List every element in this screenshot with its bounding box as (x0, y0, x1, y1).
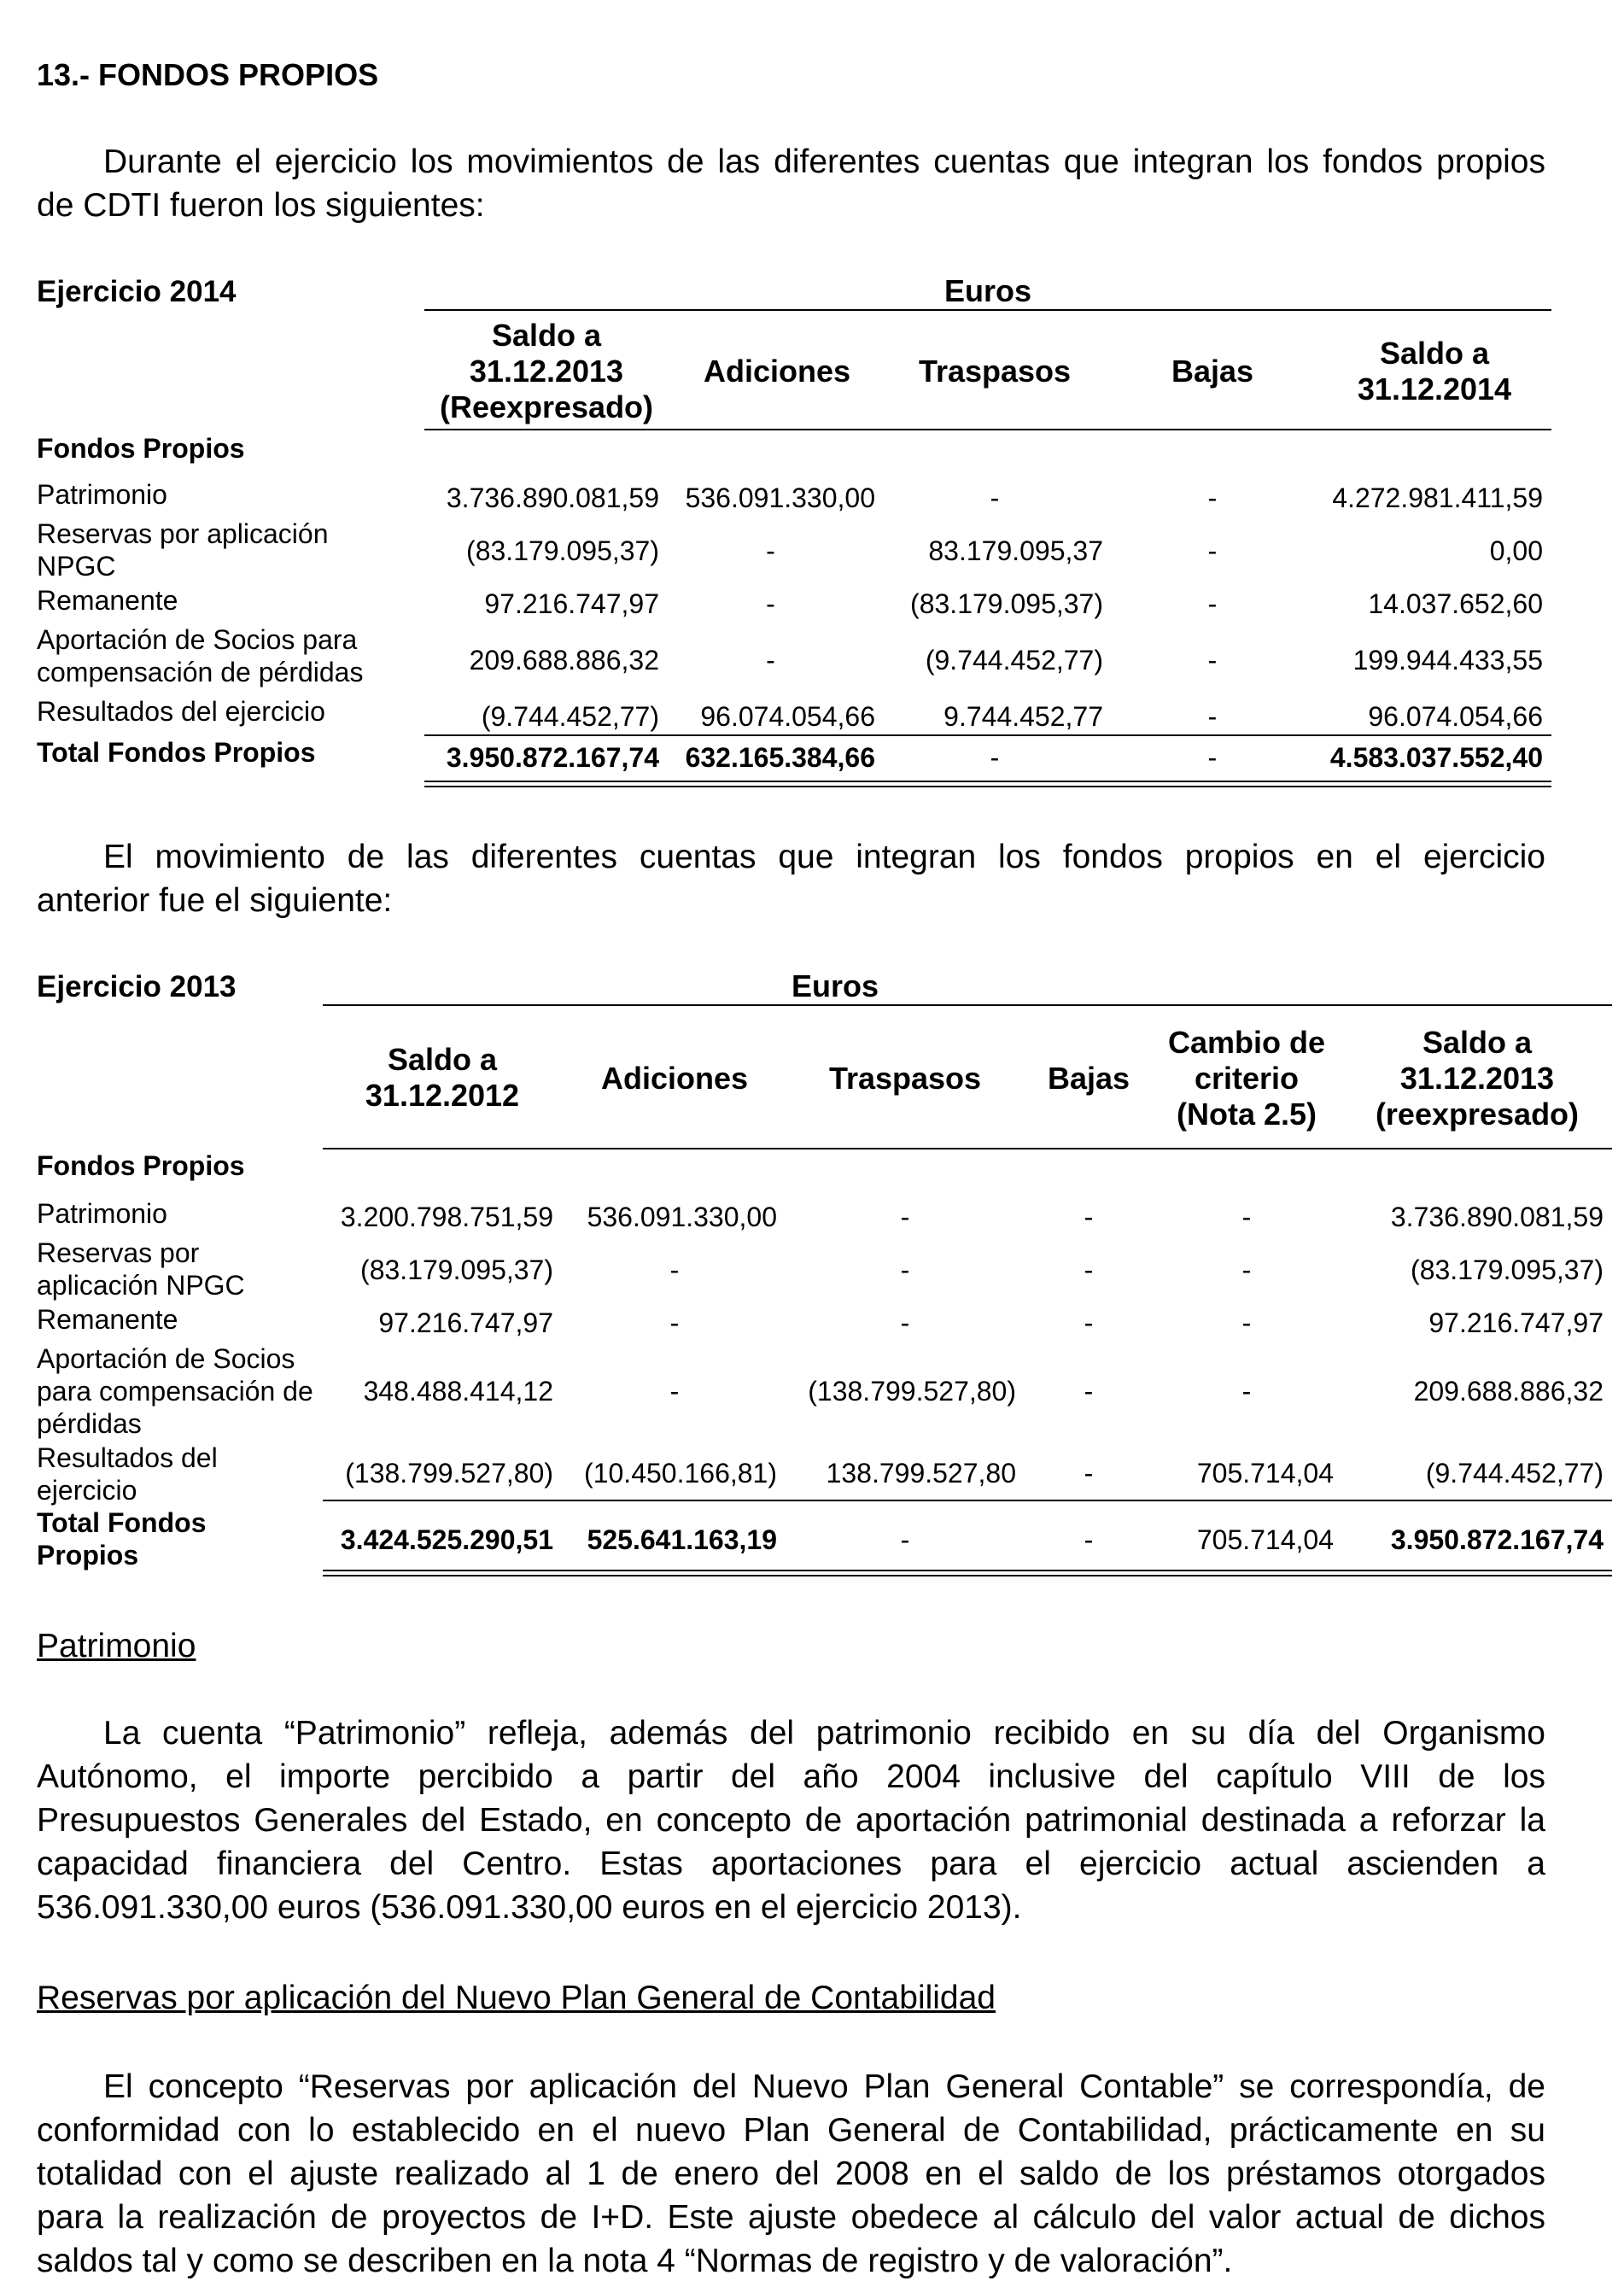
patrimonio-paragraph: La cuenta “Patrimonio” refleja, además del patrimonio recibido en su día del Organismo Autónomo, el importe percibido a partir del año 2004 inclusive del capítulo VIII de los Presupuestos Generales del Estado, en concepto de aportación patrimonial destinada a reforzar la capacidad financiera del Centro. Estas aportaciones para el ejercicio actual ascienden a 536.091.330,00 euros (536.091.330,00 euros en el ejercicio 2013). (37, 1715, 1545, 1926)
column-header: Traspasos (828, 1061, 982, 1096)
reservas-subheading: Reservas por aplicación del Nuevo Plan General de Contabilidad (37, 1980, 996, 2016)
intro-line: Durante el ejercicio los movimientos de las diferentes cuentas que integran los fondos propios (103, 143, 1545, 180)
subtotal-rule (323, 1500, 1612, 1501)
column-header: Traspasos (918, 354, 1072, 389)
intro-line: de CDTI fueron los siguientes: (37, 187, 485, 224)
table-currency-label: Euros (791, 968, 879, 1003)
reservas-paragraph: El concepto “Reservas por aplicación del Nuevo Plan General Contable” se correspondía, de conformidad con lo establecido en el nuevo Plan General de Contabilidad, prácticamente en su totalidad con el ajuste realizado al 1 de enero del 2008 en el saldo de los préstamos otorgados para la realización de proyectos de I+D. Este ajuste obedece al cálculo del valor actual de dichos saldos tal y como se describen en la nota 4 “Normas de registro y de valoración”. (37, 2068, 1545, 2279)
column-header: Bajas (1171, 354, 1254, 389)
column-header: Saldo a 31.12.2013 (Reexpresado) (439, 318, 654, 424)
total-double-rule (424, 781, 1551, 787)
column-header: Saldo a 31.12.2014 (1357, 336, 1512, 407)
table-year-label: Ejercicio 2014 (37, 275, 237, 308)
column-header: Bajas (1047, 1061, 1130, 1096)
section-label: Fondos Propios (37, 1150, 245, 1181)
header-rule (323, 1148, 1612, 1149)
total-double-rule (323, 1570, 1612, 1576)
table-currency-label: Euros (943, 273, 1032, 308)
column-header: Adiciones (600, 1061, 749, 1096)
column-header: Saldo a 31.12.2013 (reexpresado) (1375, 1025, 1580, 1132)
column-header: Adiciones (703, 354, 851, 389)
header-rule (323, 1004, 1612, 1006)
document-page: 13.- FONDOS PROPIOS Durante el ejercicio los movimientos de las diferentes cuentas que integran los fondos propios de CDTI fueron los siguientes: Ejercicio 2014 Euros Saldo a 31.12.2013 (Reexpresado) Adiciones Traspasos Bajas Saldo a 31.12.2014 Fondos Propios Patrimonio 3.736.890.081,59 536.091.330,00 - - 4.272.981.411,59 Reservas por aplicación NPGC (83.179.095,37) - 83.179.095,37 - 0,00 Remanente 97.216.747,97 - (83.179.095,37) - 14.037.652,60 Aportación de Socios para compensación de pérdidas 209.688.886,32 - (9.744.452,77) - 199.944.433,55 Resultados del ejercicio (9.744.452,77) 96.074.054,66 9.744.452,77 - 96.074.054,66 Total Fondos Propios 3.950.872.167,74 632.165.384,66 - - 4.583.037.552,40 El movimiento de las diferentes cuentas que integran los fondos propios en el ejercicio anterior fue el siguiente: Ejercicio 2013 Euros Saldo a 31.12.2012 Adiciones Traspasos Bajas Cambio de criterio (Nota 2.5) Saldo a 31.12.2013 (reexpresado) Fondos Propios Patrimonio 3.200.798.751,59 536.091.330,00 - - - 3.736.890.081,59 Reservas por aplicación NPGC (83.179.095,37) - - - - (83.179.095,37) Remanente 97.216.747,97 - - - - 97.216.747,97 Aportación de Socios para compensación de pérdidas 348.488.414,12 - (138.799.527,80) - - 209.688.886,32 Resultados del ejercicio (138.799.527,80) (10.450.166,81) 138.799.527,80 - 705.714,04 (9.744.452,77) Total Fondos Propios 3.424.525.290,51 525.641.163,19 - - 705.714,04 3.950.872.167,74 Patrimonio La cuenta “Patrimonio” refleja, además del patrimonio recibido en su día del Organismo Autónomo, el importe percibido a partir del año 2004 inclusive del capítulo VIII de los Presupuestos Generales del Estado, en concepto de aportación patrimonial destinada a reforzar la capacidad financiera del Centro. Estas aportaciones para el ejercicio actual ascienden a 536.091.330,00 euros (536.091.330,00 euros en el ejercicio 2013). Reservas por aplicación del Nuevo Plan General de Contabilidad El concepto “Reservas por aplicación del Nuevo Plan General Contable” se correspondía, de conformidad con lo establecido en el nuevo Plan General de Contabilidad, prácticamente en su totalidad con el ajuste realizado al 1 de enero del 2008 en el saldo de los préstamos otorgados para la realización de proyectos de I+D. Este ajuste obedece al cálculo del valor actual de dichos saldos tal y como se describen en la nota 4 “Normas de registro y de valoración”. (0, 0, 1624, 2287)
table-year-label: Ejercicio 2013 (37, 970, 237, 1003)
section-heading: 13.- FONDOS PROPIOS (37, 57, 379, 92)
header-rule (424, 429, 1551, 430)
middle-paragraph: El movimiento de las diferentes cuentas que integran los fondos propios en el ejercicio anterior fue el siguiente: (37, 839, 1545, 919)
subtotal-rule (424, 734, 1551, 736)
column-header: Cambio de criterio (Nota 2.5) (1167, 1025, 1326, 1132)
patrimonio-subheading: Patrimonio (37, 1628, 196, 1664)
header-rule (424, 309, 1551, 311)
section-label: Fondos Propios (37, 433, 245, 464)
intro-paragraph (37, 140, 1545, 227)
column-header: Saldo a 31.12.2012 (365, 1042, 520, 1113)
